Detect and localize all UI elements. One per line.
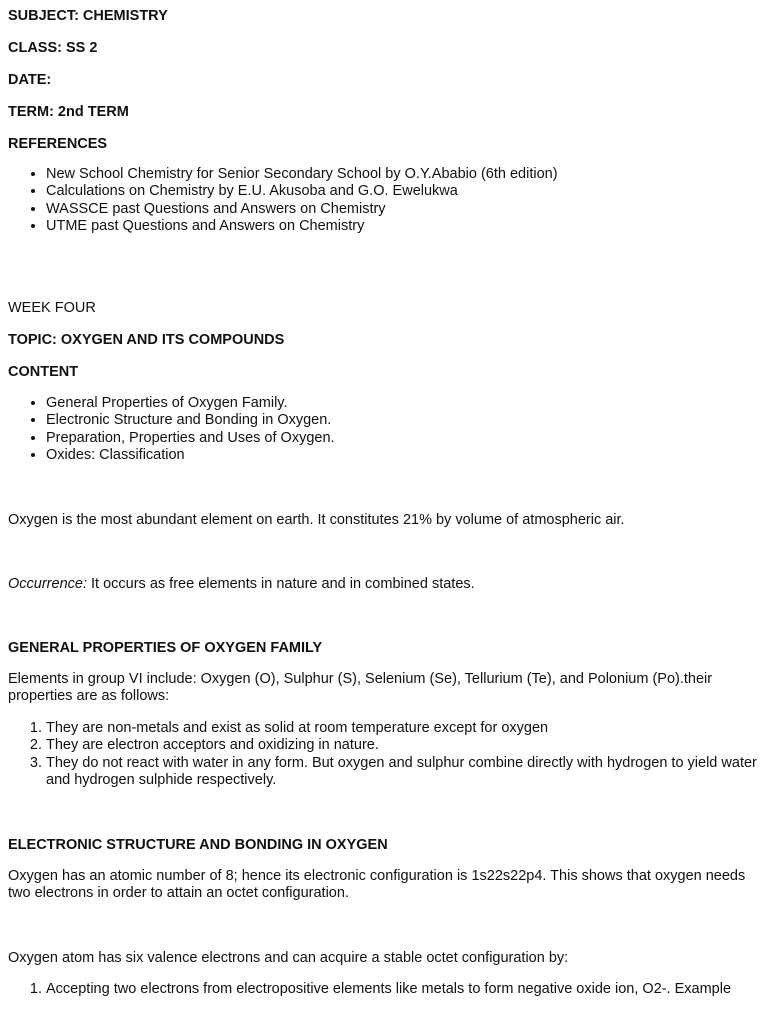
term-line: TERM: 2nd TERM [8,104,129,120]
list-item: • Preparation, Properties and Uses of Oxygen. [46,430,335,447]
list-item: • UTME past Questions and Answers on Chemistry [46,218,558,235]
list-item: • WASSCE past Questions and Answers on Chemistry [46,201,558,218]
list-item: • Oxides: Classification [46,447,335,464]
occurrence-text: It occurs as free elements in nature and in combined states. [86,576,475,592]
electronic-structure-para2: Oxygen atom has six valence electrons and can acquire a stable octet configuration by: [8,950,569,966]
general-properties-list [0,720,768,789]
occurrence-label: Occurrence: [8,576,87,592]
list-item: • Electronic Structure and Bonding in Oxygen. [46,412,335,429]
electronic-structure-list [0,981,768,998]
list-item: • New School Chemistry for Senior Secondary School by O.Y.Ababio (6th edition) [46,166,558,183]
general-properties-heading: GENERAL PROPERTIES OF OXYGEN FAMILY [8,640,323,656]
list-item: 3. They do not react with water in any form. But oxygen and sulphur combine directly with hydrogen to yield water and hydrogen sulphide respectively. [46,755,768,790]
electronic-structure-para1: Oxygen has an atomic number of 8; hence its electronic configuration is 1s22s22p4. This shows that oxygen needs two electrons in order to attain an octet configuration. [8,868,746,901]
electronic-structure-heading: ELECTRONIC STRUCTURE AND BONDING IN OXYGEN [8,837,388,853]
content-heading: CONTENT [8,364,79,380]
references-list [0,166,558,235]
references-heading: REFERENCES [8,136,108,152]
class-line: CLASS: SS 2 [8,40,98,56]
list-item: 1. Accepting two electrons from electropositive elements like metals to form negative oxide ion, O2-. Example [46,981,768,998]
content-list [0,395,335,464]
topic-heading: TOPIC: OXYGEN AND ITS COMPOUNDS [8,332,285,348]
occurrence-paragraph [8,576,475,593]
list-item: • General Properties of Oxygen Family. [46,395,335,412]
intro-paragraph: Oxygen is the most abundant element on earth. It constitutes 21% by volume of atmospheric air. [8,512,625,528]
list-item: • Calculations on Chemistry by E.U. Akusoba and G.O. Ewelukwa [46,183,558,200]
week-label: WEEK FOUR [8,300,96,316]
list-item: 1. They are non-metals and exist as solid at room temperature except for oxygen [46,720,768,737]
list-item: 2. They are electron acceptors and oxidizing in nature. [46,737,768,754]
date-line: DATE: [8,72,52,88]
general-properties-intro: Elements in group VI include: Oxygen (O), Sulphur (S), Selenium (Se), Tellurium (Te), and Polonium (Po).their properties are as follows: [8,671,713,704]
subject-line: SUBJECT: CHEMISTRY [8,8,168,24]
